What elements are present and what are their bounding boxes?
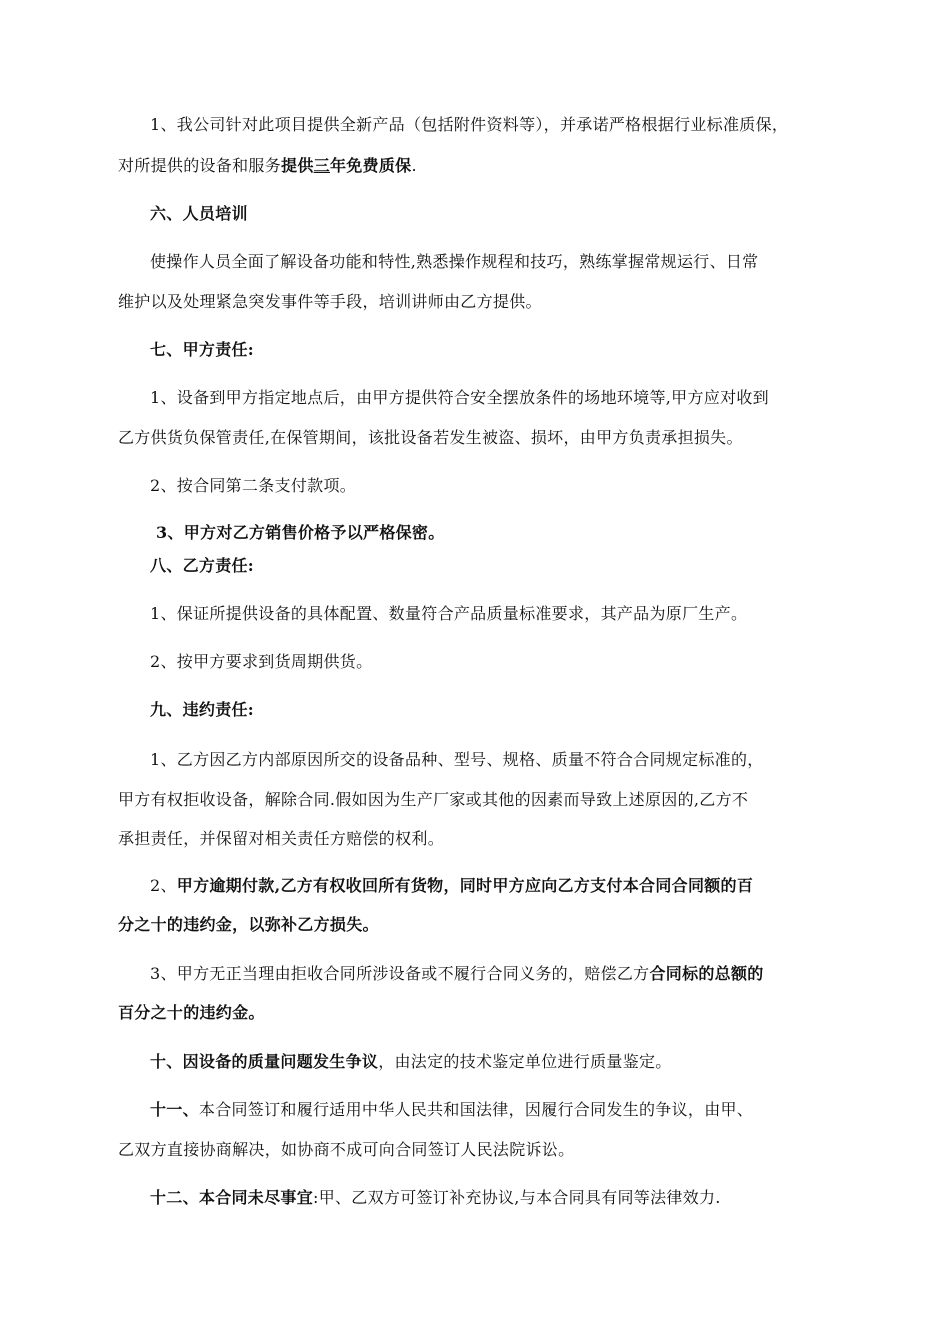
section-11-text: 本合同签订和履行适用中华人民共和国法律，因履行合同发生的争议，由甲、 (198, 1100, 754, 1119)
breach-clause-1-line-3: 承担责任，并保留对相关责任方赔偿的权利。 (118, 829, 445, 848)
party-a-clause-1-line-2: 乙方供货负保管责任,在保管期间，该批设备若发生被盗、损坏，由甲方负责承担损失。 (118, 428, 743, 447)
section-10-heading: 十、因设备的质量问题发生争议 (150, 1052, 379, 1071)
breach-clause-2-text: 甲方逾期付款,乙方有权收回所有货物，同时甲方应向乙方支付本合同合同额的百 (176, 876, 754, 895)
section-11-line-2: 乙双方直接协商解决，如协商不成可向合同签订人民法院诉讼。 (118, 1140, 575, 1159)
section-12 (150, 1188, 721, 1208)
breach-clause-3-line-1 (150, 964, 764, 984)
warranty-period: . (411, 156, 417, 175)
warranty-line-1: 1、我公司针对此项目提供全新产品（包括附件资料等），并承诺严格根据行业标准质保， (150, 115, 789, 134)
warranty-term: 年免费质保 (329, 156, 412, 175)
section-11-line-1 (150, 1100, 753, 1120)
party-b-clause-2: 2、按甲方要求到货周期供货。 (150, 652, 373, 671)
section-9-heading: 九、违约责任: (150, 700, 255, 719)
training-line-2: 维护以及处理紧急突发事件等手段，培训讲师由乙方提供。 (118, 292, 542, 311)
warranty-line-2 (118, 156, 417, 176)
section-8-heading: 八、乙方责任: (150, 556, 255, 575)
breach-clause-1-line-1: 1、乙方因乙方内部原因所交的设备品种、型号、规格、质量不符合合同规定标准的， (150, 750, 764, 769)
warranty-text: 对所提供的设备和服务 (118, 156, 282, 175)
section-7-heading: 七、甲方责任: (150, 340, 255, 359)
section-12-text: :甲、乙双方可签订补充协议,与本合同具有同等法律效力. (313, 1188, 721, 1207)
breach-clause-3-text: 3、甲方无正当理由拒收合同所涉设备或不履行合同义务的，赔偿乙方 (150, 964, 650, 983)
breach-clause-2-line-2: 分之十的违约金，以弥补乙方损失。 (118, 915, 379, 934)
breach-clause-2-number: 2、 (150, 876, 177, 895)
breach-clause-1-line-2: 甲方有权拒收设备，解除合同.假如因为生产厂家或其他的因素而导致上述原因的,乙方不 (118, 790, 749, 809)
section-11-heading: 十一、 (150, 1100, 199, 1119)
breach-clause-3-line-2: 百分之十的违约金。 (118, 1003, 265, 1022)
breach-clause-2-line-1 (150, 876, 753, 896)
warranty-years: 三 (313, 156, 330, 175)
party-b-clause-1: 1、保证所提供设备的具体配置、数量符合产品质量标准要求，其产品为原厂生产。 (150, 604, 748, 623)
party-a-clause-2: 2、按合同第二条支付款项。 (150, 476, 357, 495)
section-12-heading: 十二、本合同未尽事宜 (150, 1188, 314, 1207)
breach-clause-3-emphasis: 合同标的总额的 (649, 964, 764, 983)
warranty-emphasis: 提供 (281, 156, 314, 175)
party-a-clause-1-line-1: 1、设备到甲方指定地点后，由甲方提供符合安全摆放条件的场地环境等,甲方应对收到 (150, 388, 769, 407)
section-6-heading: 六、人员培训 (150, 204, 248, 223)
section-10 (150, 1052, 672, 1072)
section-10-text: ，由法定的技术鉴定单位进行质量鉴定。 (378, 1052, 672, 1071)
party-a-clause-3: 3、甲方对乙方销售价格予以严格保密。 (156, 523, 445, 542)
training-line-1: 使操作人员全面了解设备功能和特性,熟悉操作规程和技巧，熟练掌握常规运行、日常 (150, 252, 759, 271)
